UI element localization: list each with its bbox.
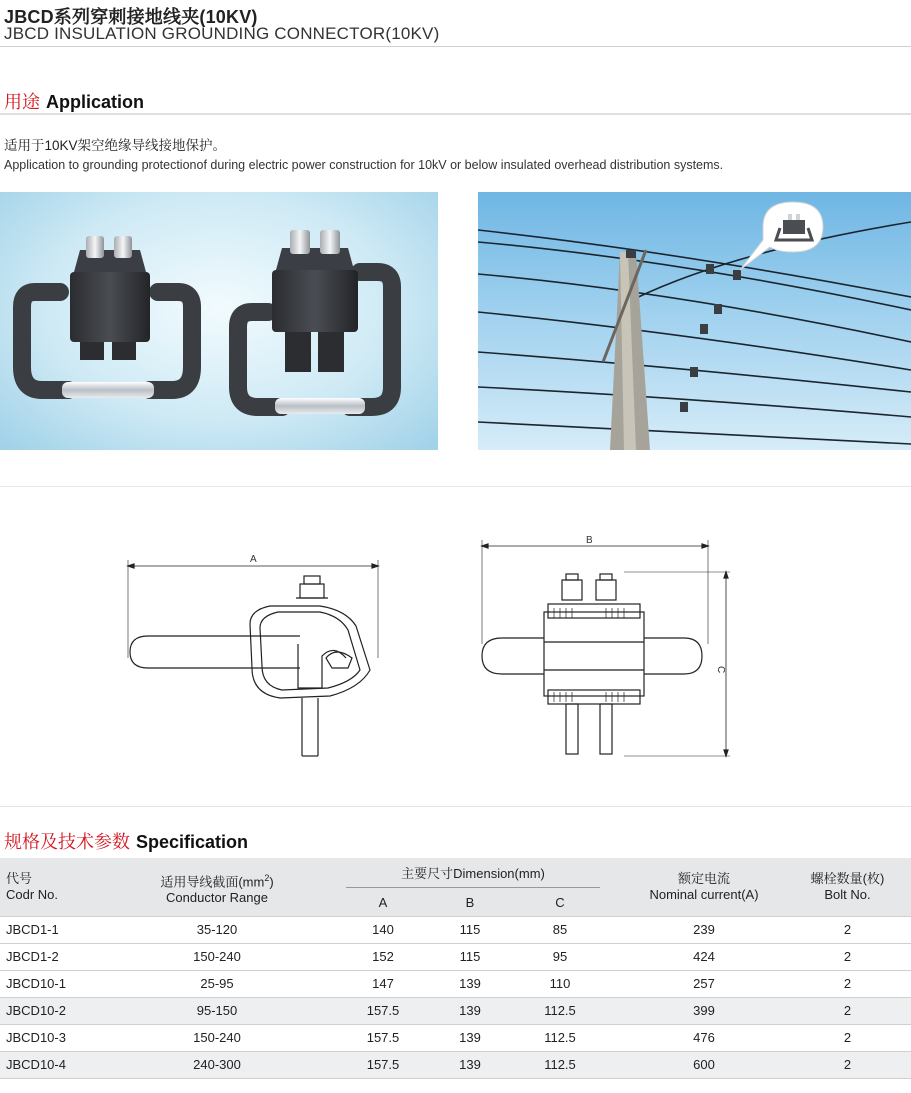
table-bottom-rule [0, 1078, 911, 1079]
col-bolt-header: 螺栓数量(枚) Bolt No. [784, 858, 911, 916]
col-dim-a-header: A [322, 890, 444, 916]
cell-dim-a: 157.5 [322, 1051, 444, 1078]
connector-2-shape [238, 230, 392, 414]
table-row [0, 916, 911, 943]
dim-b-label: B [586, 535, 593, 546]
page-title-cn: JBCD系列穿刺接地线夹(10KV) [4, 7, 258, 27]
cell-dim-b: 139 [444, 1051, 496, 1078]
cell-code: JBCD1-1 [0, 916, 112, 943]
cell-dim-b: 115 [444, 916, 496, 943]
cell-current: 424 [624, 943, 784, 970]
application-text-cn: 适用于10KV架空绝缘导线接地保护。 [4, 138, 227, 153]
cell-dim-a: 157.5 [322, 1024, 444, 1051]
specification-heading-en: Specification [136, 832, 249, 852]
dim-a-label: A [250, 554, 257, 565]
application-heading [4, 88, 144, 114]
cell-range: 25-95 [112, 970, 322, 997]
header-divider [0, 46, 911, 47]
cell-code: JBCD10-1 [0, 970, 112, 997]
table-row [0, 1051, 911, 1078]
page-title-en: JBCD INSULATION GROUNDING CONNECTOR(10KV) [4, 24, 440, 43]
col-dim-c-header: C [496, 890, 624, 916]
application-heading-en: Application [46, 92, 144, 112]
cell-current: 399 [624, 997, 784, 1024]
cell-range: 150-240 [112, 943, 322, 970]
cell-dim-c: 95 [496, 943, 624, 970]
cell-bolts: 2 [784, 1051, 911, 1078]
connector-1-shape [22, 236, 192, 398]
cell-code: JBCD10-4 [0, 1051, 112, 1078]
cell-dim-b: 139 [444, 1024, 496, 1051]
cell-current: 239 [624, 916, 784, 943]
cell-current: 476 [624, 1024, 784, 1051]
col-code-header: 代号 Codr No. [0, 858, 112, 916]
cell-bolts: 2 [784, 943, 911, 970]
application-text-en: Application to grounding protectionof during electric power construction for 10kV or below insulated overhead distribution systems. [4, 158, 724, 172]
cell-dim-c: 112.5 [496, 997, 624, 1024]
installation-photo [478, 192, 911, 450]
col-dim-b-header: B [444, 890, 496, 916]
cell-code: JBCD10-2 [0, 997, 112, 1024]
cell-dim-a: 140 [322, 916, 444, 943]
cell-current: 600 [624, 1051, 784, 1078]
cell-dim-c: 112.5 [496, 1051, 624, 1078]
col-dimension-header: 主要尺寸Dimension(mm) [322, 858, 624, 890]
cell-dim-c: 112.5 [496, 1024, 624, 1051]
cell-bolts: 2 [784, 997, 911, 1024]
cell-range: 150-240 [112, 1024, 322, 1051]
side-view-drawing [120, 548, 390, 764]
cell-range: 95-150 [112, 997, 322, 1024]
col-current-header: 额定电流 Nominal current(A) [624, 858, 784, 916]
cell-range: 35-120 [112, 916, 322, 943]
cell-dim-b: 139 [444, 997, 496, 1024]
table-row [0, 997, 911, 1024]
application-divider [0, 113, 911, 115]
cell-code: JBCD10-3 [0, 1024, 112, 1051]
specification-table [0, 858, 911, 1079]
col-range-header: 适用导线截面$(mm^2)$ Conductor Range [112, 858, 322, 916]
cell-dim-b: 139 [444, 970, 496, 997]
application-heading-cn: 用途 [4, 92, 40, 112]
cell-range: 240-300 [112, 1051, 322, 1078]
cell-current: 257 [624, 970, 784, 997]
cell-dim-b: 115 [444, 943, 496, 970]
cell-dim-c: 110 [496, 970, 624, 997]
power-lines [478, 222, 911, 444]
cell-bolts: 2 [784, 916, 911, 943]
specification-heading-cn: 规格及技术参数 [4, 832, 130, 852]
table-row [0, 970, 911, 997]
cell-dim-a: 157.5 [322, 997, 444, 1024]
table-row [0, 1024, 911, 1051]
table-row [0, 943, 911, 970]
cell-bolts: 2 [784, 970, 911, 997]
cell-code: JBCD1-2 [0, 943, 112, 970]
spec-top-divider [0, 806, 911, 807]
cell-dim-a: 147 [322, 970, 444, 997]
product-photo [0, 192, 438, 450]
dim-c-label: C [715, 666, 726, 674]
cell-dim-c: 85 [496, 916, 624, 943]
front-view-drawing [474, 534, 730, 764]
cell-bolts: 2 [784, 1024, 911, 1051]
cell-dim-a: 152 [322, 943, 444, 970]
specification-heading [4, 828, 248, 854]
table-header-row-1 [0, 858, 911, 890]
drawing-divider [0, 486, 911, 487]
